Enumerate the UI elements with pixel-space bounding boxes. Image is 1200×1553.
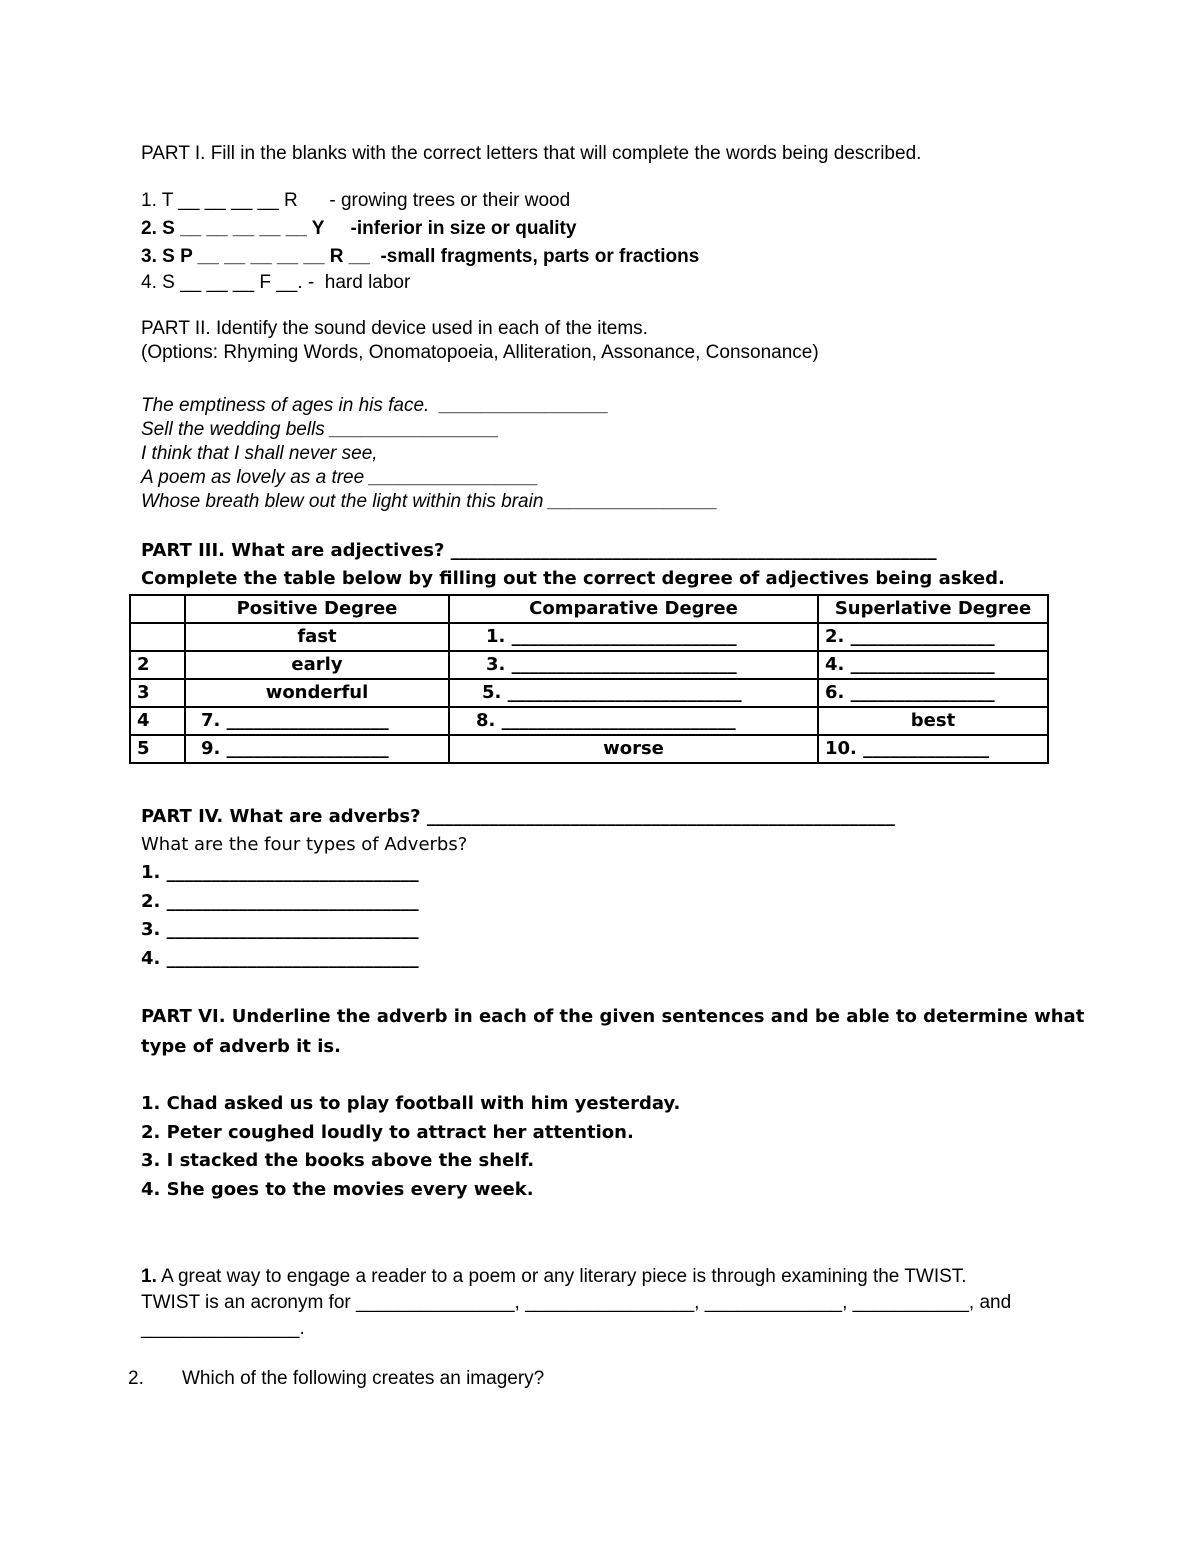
part6-item-1: 1. Chad asked us to play football with him yesterday.	[141, 1093, 681, 1114]
twist-line1	[141, 1266, 967, 1288]
part4-item-4: 4. ____________________________	[141, 948, 419, 969]
table-cell[interactable]: 1. _________________________	[449, 623, 818, 651]
part2-options: (Options: Rhyming Words, Onomatopoeia, Alliteration, Assonance, Consonance)	[141, 342, 819, 363]
table-row	[130, 623, 1048, 651]
part2-item-3: I think that I shall never see,	[141, 443, 378, 464]
part4-subquestion: What are the four types of Adverbs?	[141, 834, 468, 855]
twist-number: 1.	[141, 1266, 157, 1287]
table-cell: 5	[130, 735, 185, 763]
part4-item-1: 1. ____________________________	[141, 862, 419, 883]
part4-item-2: 2. ____________________________	[141, 891, 419, 912]
table-header-cell: Superlative Degree	[818, 595, 1048, 623]
table-cell[interactable]: 5. __________________________	[449, 679, 818, 707]
part3-question: PART III. What are adjectives? ______________________________________________________	[141, 540, 937, 561]
part6-item-2: 2. Peter coughed loudly to attract her attention.	[141, 1122, 634, 1143]
table-cell[interactable]: 6. ________________	[818, 679, 1048, 707]
part2-item-5: Whose breath blew out the light within this brain ________________	[141, 491, 718, 512]
table-row	[130, 651, 1048, 679]
table-cell: worse	[449, 735, 818, 763]
part6-instruction-line1: PART VI. Underline the adverb in each of the given sentences and be able to determine what	[141, 1006, 1085, 1027]
table-cell[interactable]: 10. ______________	[818, 735, 1048, 763]
question2-text: Which of the following creates an imagery?	[182, 1368, 545, 1389]
part3-instruction: Complete the table below by filling out the correct degree of adjectives being asked.	[141, 568, 1005, 589]
part2-item-2: Sell the wedding bells ________________	[141, 419, 500, 440]
part2-item-1: The emptiness of ages in his face. ________________	[141, 395, 609, 416]
part1-instruction: PART I. Fill in the blanks with the correct letters that will complete the words being described.	[141, 143, 922, 164]
table-header-cell: Positive Degree	[185, 595, 449, 623]
table-cell	[130, 623, 185, 651]
part4-question: PART IV. What are adverbs? ____________________________________________________	[141, 806, 895, 827]
table-header-row	[130, 595, 1048, 623]
table-cell[interactable]: 9. __________________	[185, 735, 449, 763]
part1-item-1: 1. T __ __ __ __ R - growing trees or their wood	[141, 190, 571, 211]
part2-instruction: PART II. Identify the sound device used in each of the items.	[141, 318, 648, 339]
table-cell[interactable]: 3. _________________________	[449, 651, 818, 679]
table-cell: fast	[185, 623, 449, 651]
table-cell[interactable]: 2. ________________	[818, 623, 1048, 651]
part6-item-3: 3. I stacked the books above the shelf.	[141, 1150, 535, 1171]
part6-instruction-line2: type of adverb it is.	[141, 1036, 341, 1057]
table-row	[130, 679, 1048, 707]
twist-line2: TWIST is an acronym for _______________, ________________, _____________, ___________, and	[141, 1292, 1012, 1313]
part1-item-4: 4. S __ __ __ F __. - hard labor	[141, 272, 411, 293]
part1-item-3: 3. S P __ __ __ __ __ R __ -small fragments, parts or fractions	[141, 246, 700, 267]
part1-item-2: 2. S __ __ __ __ __ Y -inferior in size or quality	[141, 218, 577, 239]
table-cell[interactable]: 7. __________________	[185, 707, 449, 735]
twist-text: A great way to engage a reader to a poem or any literary piece is through examining the TWIST.	[156, 1266, 967, 1287]
table-cell: early	[185, 651, 449, 679]
table-cell[interactable]: 8. __________________________	[449, 707, 818, 735]
question2-number: 2.	[128, 1368, 144, 1389]
table-cell: wonderful	[185, 679, 449, 707]
table-row	[130, 735, 1048, 763]
table-cell: 2	[130, 651, 185, 679]
adjective-degree-table	[129, 594, 1049, 764]
part6-item-4: 4. She goes to the movies every week.	[141, 1179, 534, 1200]
table-cell[interactable]: 4. ________________	[818, 651, 1048, 679]
table-row	[130, 707, 1048, 735]
table-header-cell: Comparative Degree	[449, 595, 818, 623]
part4-item-3: 3. ____________________________	[141, 919, 419, 940]
part2-item-4: A poem as lovely as a tree ________________	[141, 467, 539, 488]
table-cell: best	[818, 707, 1048, 735]
table-cell: 4	[130, 707, 185, 735]
twist-line3: _______________.	[141, 1318, 305, 1339]
table-header-cell	[130, 595, 185, 623]
table-cell: 3	[130, 679, 185, 707]
